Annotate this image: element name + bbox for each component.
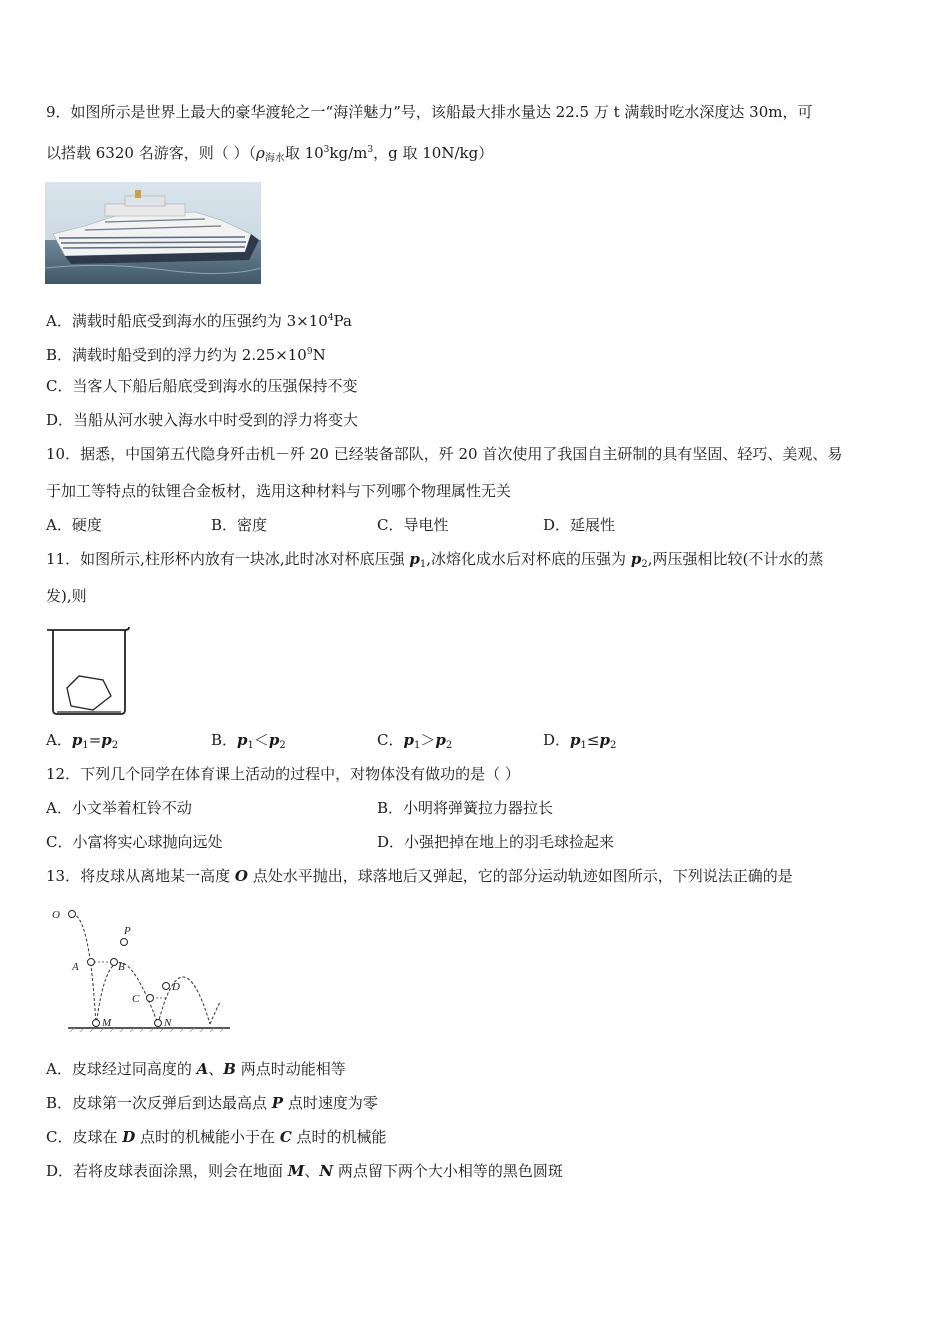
q13-stem: 13．将皮球从离地某一高度 O 点处水平抛出，球落地后又弹起，它的部分运动轨迹如图所示，下列说法正确的是: [46, 867, 793, 885]
q12-option-b: B．小明将弹簧拉力器拉长: [377, 799, 554, 817]
fig-label-b: B: [118, 961, 125, 973]
q10-option-c: C．导电性: [377, 516, 449, 534]
q10-option-b: B．密度: [211, 516, 268, 534]
q9-stem-line2: 以搭载 6320 名游客，则（ ）（$\rho_{海水}$取 $10^3kg/m^3$，g 取 10N/kg）: [46, 144, 494, 164]
ball-trajectory-figure: [50, 906, 234, 1034]
q12-stem: 12．下列几个同学在体育课上活动的过程中，对物体没有做功的是（ ）: [46, 765, 520, 783]
q12-option-a: A．小文举着杠铃不动: [46, 799, 192, 817]
q13-option-c: C．皮球在 D 点时的机械能小于在 C 点时的机械能: [46, 1128, 387, 1146]
q11-option-c: C．$p_1>p_2$: [377, 731, 453, 751]
q10-option-d: D．延展性: [543, 516, 616, 534]
cruise-ship-photo: [45, 182, 261, 284]
q12-option-c: C．小富将实心球抛向远处: [46, 833, 223, 851]
q9-option-a: A．满载时船底受到海水的压强约为 $3\times 10^4Pa$: [46, 312, 352, 330]
fig-label-m: M: [102, 1017, 112, 1029]
q11-option-d: D．$p_1\le p_2$: [543, 731, 617, 751]
q10-option-a: A．硬度: [46, 516, 102, 534]
q10-stem-line2: 于加工等特点的钛锂合金板材，选用这种材料与下列哪个物理属性无关: [46, 482, 512, 500]
fig-label-d: D: [172, 981, 180, 993]
q11-option-a: A．$p_1=p_2$: [46, 731, 119, 751]
q13-option-a: A．皮球经过同高度的 A、B 两点时动能相等: [46, 1060, 346, 1078]
q10-stem-line1: 10．据悉，中国第五代隐身歼击机－歼 20 已经装备部队，歼 20 首次使用了我国自主研制的具有坚固、轻巧、美观、易: [46, 445, 843, 463]
q11-stem-line1: 11．如图所示,柱形杯内放有一块冰,此时冰对杯底压强 $p_1$,冰熔化成水后对杯底的压强为 $p_2$,两压强相比较(不计水的蒸: [46, 550, 824, 570]
q12-option-d: D．小强把掉在地上的羽毛球捡起来: [377, 833, 615, 851]
q9-option-c: C．当客人下船后船底受到海水的压强保持不变: [46, 377, 358, 395]
fig-label-c: C: [132, 993, 140, 1005]
q9-option-b: B．满载时船受到的浮力约为 $2.25\times 10^9N$: [46, 346, 326, 364]
fig-label-n: N: [164, 1017, 172, 1029]
beaker-with-ice-figure: [45, 624, 131, 718]
q9-stem-line1: 9．如图所示是世界上最大的豪华渡轮之一“海洋魅力”号，该船最大排水量达 22.5 万 t 满载时吃水深度达 30m，可: [46, 103, 813, 121]
fig-label-p: P: [124, 925, 131, 937]
fig-label-o: O: [52, 909, 60, 921]
q13-option-b: B．皮球第一次反弹后到达最高点 P 点时速度为零: [46, 1094, 378, 1112]
q9-option-d: D．当船从河水驶入海水中时受到的浮力将变大: [46, 411, 359, 429]
q13-option-d: D．若将皮球表面涂黑，则会在地面 M、N 两点留下两个大小相等的黑色圆斑: [46, 1162, 563, 1180]
q11-option-b: B．$p_1<p_2$: [211, 731, 286, 751]
fig-label-a: A: [72, 961, 79, 973]
q11-stem-line2: 发),则: [46, 587, 87, 605]
